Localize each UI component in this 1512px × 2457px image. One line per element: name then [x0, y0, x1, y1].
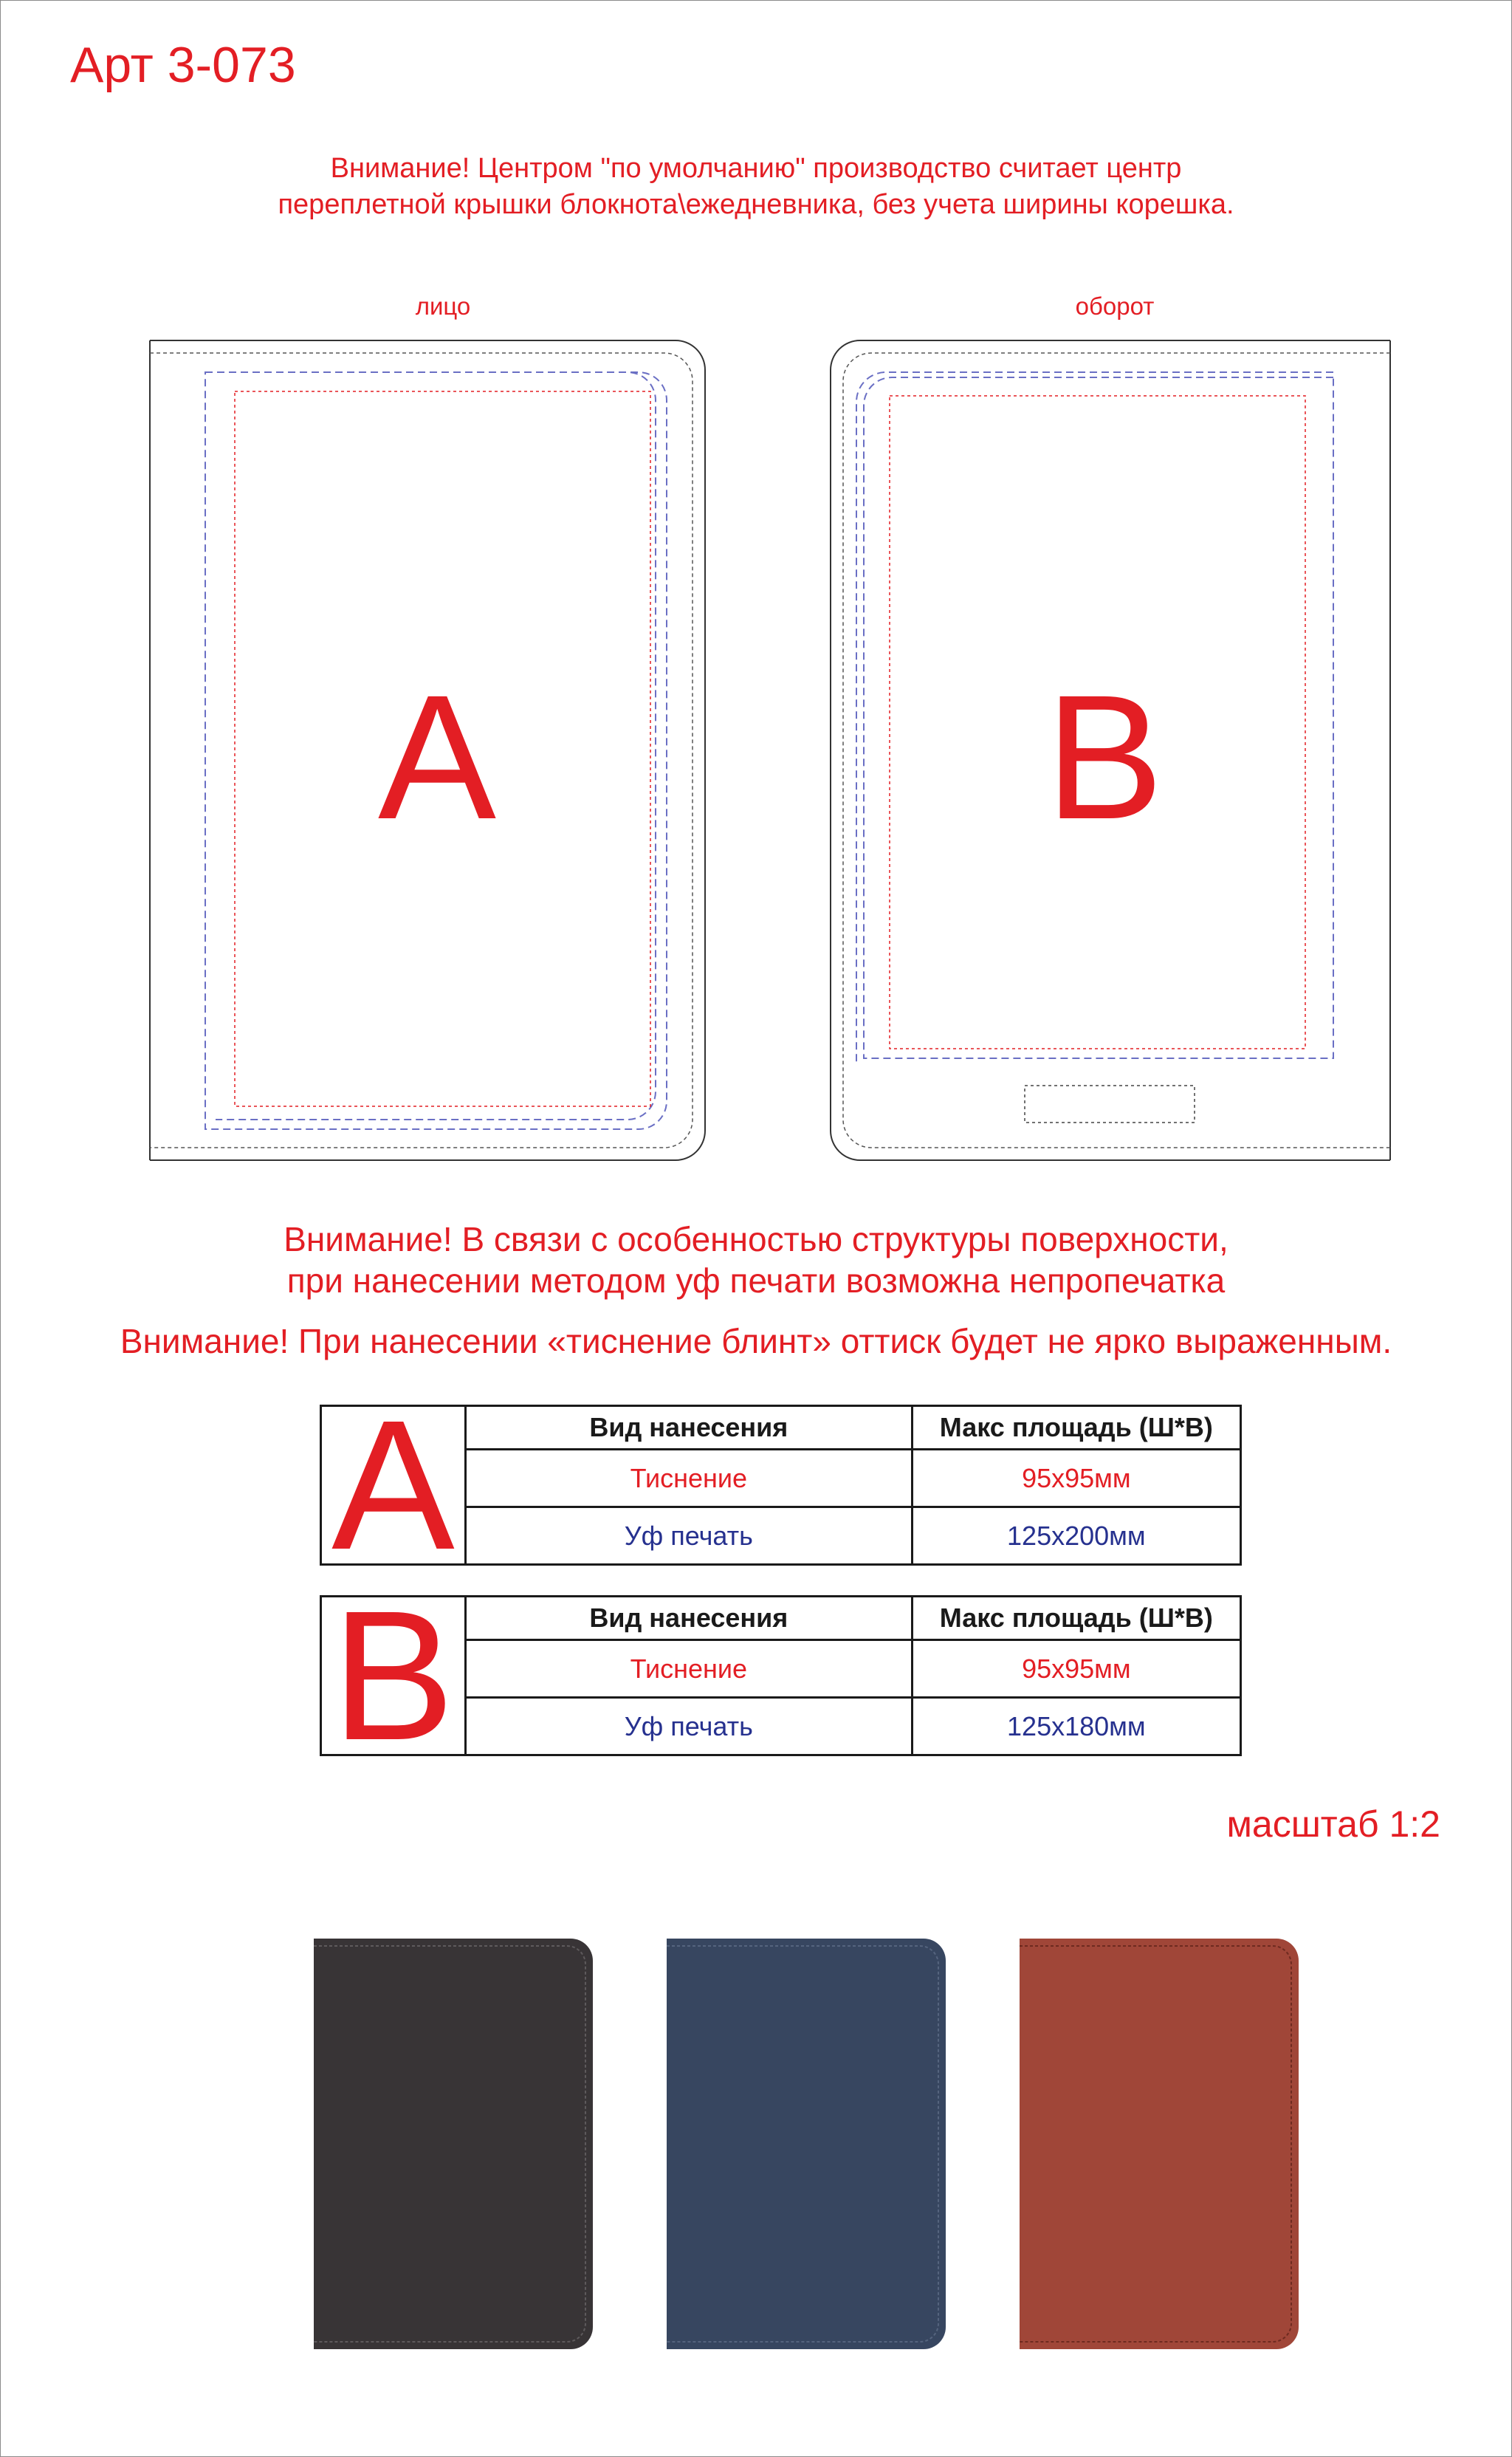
method-cell: Тиснение [465, 1450, 912, 1507]
cover-swatch-black [314, 1939, 593, 2349]
warning-line-1: Внимание! В связи с особенностью структуры поверхности, [284, 1220, 1228, 1258]
uv-print-warning [0, 1219, 1512, 1301]
back-side-label: оборот [1075, 292, 1155, 320]
spec-table-b [320, 1572, 1242, 1778]
header-max-area: Макс площадь (Ш*В) [912, 1597, 1240, 1640]
area-cell: 125x180мм [912, 1698, 1240, 1755]
header-method: Вид нанесения [465, 1406, 912, 1450]
method-cell: Уф печать [465, 1507, 912, 1565]
blind-embossing-warning: Внимание! При нанесении «тиснение блинт» оттиск будет не ярко выраженным. [120, 1322, 1392, 1360]
front-area-letter: A [377, 658, 497, 856]
notice-line-2: переплетной крышки блокнота\ежедневника, без учета ширины корешка. [278, 189, 1234, 220]
area-cell: 95x95мм [912, 1640, 1240, 1698]
header-max-area: Макс площадь (Ш*В) [912, 1406, 1240, 1450]
spec-table-a [320, 1382, 1242, 1588]
table-header-row [321, 1597, 1241, 1640]
table-header-row [321, 1406, 1241, 1450]
table-a-letter: A [321, 1406, 466, 1565]
warning-line-2: при нанесении методом уф печати возможна непропечатка [286, 1261, 1226, 1300]
front-side-label: лицо [415, 292, 471, 320]
article-title: Арт 3-073 [70, 37, 296, 93]
default-center-notice [0, 151, 1512, 223]
notice-line-1: Внимание! Центром "по умолчанию" производство считает центр [330, 153, 1182, 184]
area-cell: 95x95мм [912, 1450, 1240, 1507]
area-cell: 125x200мм [912, 1507, 1240, 1565]
cover-swatch-brick [1020, 1939, 1299, 2349]
method-cell: Тиснение [465, 1640, 912, 1698]
header-method: Вид нанесения [465, 1597, 912, 1640]
scale-label: масштаб 1:2 [1226, 1803, 1440, 1845]
back-area-letter: B [1045, 658, 1164, 856]
method-cell: Уф печать [465, 1698, 912, 1755]
cover-swatch-navy [667, 1939, 946, 2349]
table-b-letter: B [321, 1597, 466, 1755]
